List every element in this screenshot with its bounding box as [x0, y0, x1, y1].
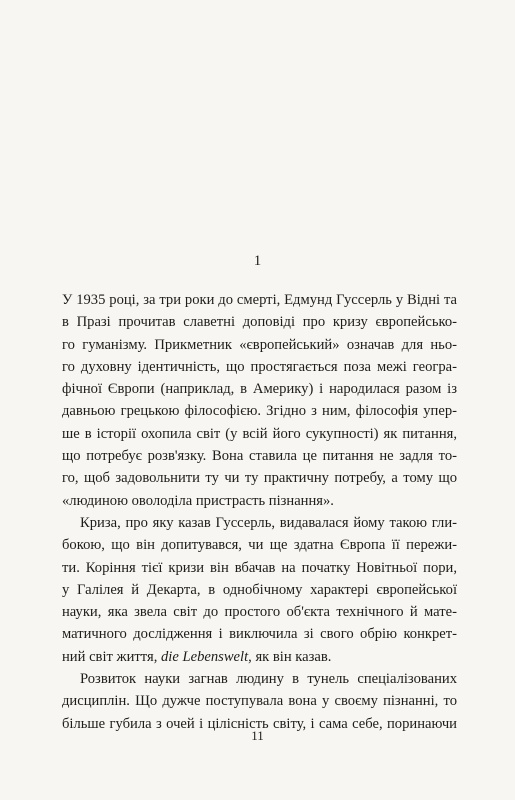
- text-line: бокою, що він допитувався, чи ще здатна Європа її пережи-: [62, 537, 457, 554]
- text-line: «людиною оволоділа пристрасть пізнання».: [62, 492, 334, 509]
- paragraph-3: [62, 668, 457, 735]
- text-line: ти. Коріння тієї кризи він вбачав на початку Новітньої пори,: [62, 559, 457, 576]
- text-line: матичного дослідження і виключила зі свого обрію конкрет-: [62, 626, 457, 643]
- text-segment: , як він казав.: [248, 648, 332, 665]
- text-segment: ний світ життя,: [62, 648, 161, 665]
- body-text: [62, 289, 457, 735]
- text-line: у Галілея й Декарта, в однобічному характері європейської: [62, 581, 457, 598]
- paragraph-2: [62, 512, 457, 668]
- text-line: [62, 646, 457, 668]
- text-line: ше в історії охопила світ (у всій його сукупності) як питання,: [62, 425, 457, 442]
- text-line: науки, яка звела світ до простого об'єкта технічного й мате-: [62, 604, 457, 621]
- text-line: фічної Європи (наприклад, в Америку) і народилася разом із: [62, 381, 457, 398]
- text-line: го, щоб задовольнити ту чи ту практичну потребу, а тому що: [62, 470, 457, 487]
- text-line: більше губила з очей і цілісність світу, і сама себе, поринаючи: [62, 715, 457, 732]
- text-line: що потребує розв'язку. Вона ставила це питання не задля то-: [62, 448, 457, 465]
- text-line: го духовну ідентичність, що простягається поза межі геогра-: [62, 358, 457, 375]
- text-line: Криза, про яку казав Гуссерль, видавалася йому такою гли-: [80, 514, 457, 531]
- text-line: давньою грецькою філософією. Згідно з ним, філософія упер-: [62, 403, 457, 420]
- text-line: го гуманізму. Прикметник «європейський» означав для ньо-: [62, 336, 457, 353]
- foreign-term: die Lebenswelt: [161, 648, 249, 665]
- text-line: в Празі прочитав славетні доповіді про кризу європейсько-: [62, 314, 457, 331]
- text-line: Розвиток науки загнав людину в тунель спеціалізованих: [80, 671, 457, 688]
- page-number: 11: [251, 728, 264, 743]
- paragraph-1: [62, 289, 457, 512]
- text-line: дисциплін. Що дужче поступувала вона у своєму пізнанні, то: [62, 693, 457, 710]
- section-number: 1: [253, 253, 262, 269]
- text-line: У 1935 році, за три роки до смерті, Едмунд Гуссерль у Відні та: [62, 292, 457, 308]
